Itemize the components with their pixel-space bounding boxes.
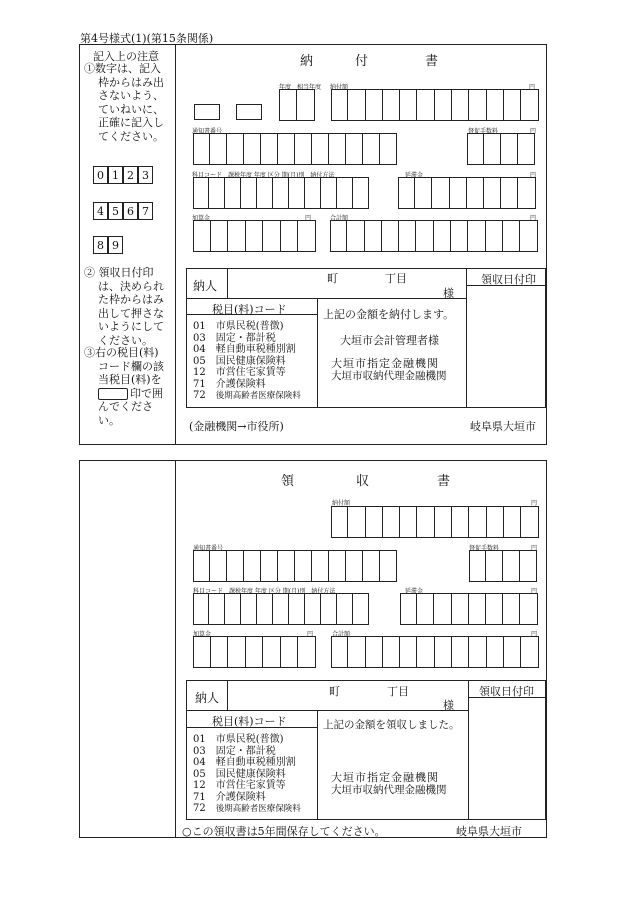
code-boxes[interactable] [193,177,369,209]
yen-label: 円 [529,84,536,91]
delinquency-label: 延滞金 [405,588,424,595]
overdue-fee-boxes[interactable] [469,550,537,582]
notice-divider [175,44,176,445]
code-boxes[interactable] [193,593,369,625]
tax-code-item: 72 後期高齢者医療保険料 [193,390,301,401]
penalty-boxes[interactable] [193,220,316,252]
tax-code-item: 71 介護保険料 [193,791,266,803]
notice-title-3: 書 [425,54,439,69]
notice-message: 上記の金額を納付します。 [323,308,455,321]
bank2: 大垣市収納代理金融機関 [331,784,447,796]
treasurer: 大垣市会計管理者様 [340,334,439,347]
penalty-label: 加算金 [192,215,211,222]
notice-title-2: 付 [355,54,369,69]
year-label: 年度 [279,84,292,91]
amount-boxes[interactable] [331,506,539,538]
tax-code-item: 05 国民健康保険料 [193,355,286,367]
town-label: 町 [327,272,338,285]
tax-code-list [193,734,301,816]
chome-label: 丁目 [387,685,409,698]
yen-label: 円 [305,215,312,222]
tax-code-item: 72 後期高齢者医療保険料 [193,803,301,814]
code-header: 税目(料)コード [212,303,287,316]
receipt-stamp-label: 領収日付印 [479,685,534,698]
tax-code-item: 01 市県民税(普徴) [193,321,284,332]
delinquency-boxes[interactable] [400,593,538,625]
digit-box: 6 [123,202,138,220]
small-box[interactable] [194,104,220,120]
sama-label: 様 [443,699,454,712]
digit-box: 9 [108,236,123,254]
receipt-stamp-label: 領収日付印 [481,273,536,286]
payer-label: 納人 [193,279,218,293]
code-row-label: 科目コード 課税年度 年度 区分 期(月)別 納付方法 [193,588,336,595]
bank1: 大垣市指定金融機関 [331,771,439,784]
tax-code-item: 05 国民健康保険料 [193,768,286,780]
bank1: 大垣市指定金融機関 [331,357,439,370]
penalty-label: 加算金 [193,631,212,638]
yen-label: 円 [531,500,538,507]
yen-label: 円 [531,545,538,552]
receipt-title-3: 書 [437,474,451,489]
route-label: (金融機関→市役所) [189,420,284,433]
penalty-boxes[interactable] [193,636,316,668]
overdue-fee-label: 督促手数料 [468,128,499,135]
form-label: 第4号様式(1)(第15条関係) [80,32,214,45]
tax-code-item: 03 固定・都計税 [193,745,276,757]
notice-no-label: 通知書番号 [192,128,223,135]
receipt-title-1: 領 [281,474,295,489]
tax-code-item: 71 介護保険料 [193,378,266,390]
tax-code-item: 12 市営住宅家賃等 [193,780,286,791]
note3: ③右の税目(料) コード欄の該 当税目(料)を 印で囲 んでくださ い。 [84,346,164,427]
code-header: 税目(料)コード [212,715,287,728]
digit-box: 7 [138,202,153,220]
retention-note: ○この領収書は5年間保存してください。 [182,825,386,838]
yen-label: 円 [530,128,537,135]
digit-box: 1 [108,166,123,184]
tax-code-item: 01 市県民税(普徴) [193,734,284,745]
small-box[interactable] [236,104,262,120]
code-row-label: 科目コード 課税年度 年度 区分 期(月)別 納付方法 [192,172,335,179]
notice-no-boxes[interactable] [193,133,397,165]
overdue-fee-boxes[interactable] [467,133,535,165]
notes-heading: 記入上の注意 [93,50,159,63]
town-label: 町 [329,685,340,698]
total-boxes[interactable] [330,220,538,252]
receipt-divider [175,460,176,838]
tax-code-item: 04 軽自動車税種別割 [193,344,296,355]
note1: ①数字は、記入 枠からはみ出 さないよう、 ていねいに、 正確に記入し てください。 [84,62,164,143]
tax-code-item: 12 市営住宅家賃等 [193,367,286,378]
city-label: 岐阜県大垣市 [470,420,536,433]
notice-title-1: 納 [300,54,314,69]
notice-no-boxes[interactable] [193,550,397,582]
chome-label: 丁目 [385,272,407,285]
yen-label: 円 [531,588,538,595]
payer-label: 納人 [195,691,220,705]
digit-box: 8 [93,236,108,254]
note2: ② 領収日付印 は、決められ た枠からはみ 出して押さな いようにして ください。 [84,266,164,347]
amount-boxes[interactable] [331,89,539,121]
receipt-title-2: 収 [356,474,370,489]
tax-code-item: 04 軽自動車税種別割 [193,757,296,768]
digit-box: 4 [93,202,108,220]
digit-box: 3 [138,166,153,184]
year-boxes[interactable] [279,89,315,121]
notice-no-label: 通知書番号 [193,545,224,552]
receipt-message: 上記の金額を領収しました。 [323,719,460,731]
bank2: 大垣市収納代理金融機関 [331,370,447,382]
yen-label: 円 [307,631,314,638]
yen-label: 円 [530,172,537,179]
fy-label: 相当年度 [297,84,322,91]
amount-label: 納付額 [332,500,351,507]
tax-code-item: 03 固定・都計税 [193,332,276,344]
tax-code-list [193,321,301,403]
digit-box: 5 [108,202,123,220]
digit-box: 2 [123,166,138,184]
total-label: 合計額 [330,215,349,222]
delinquency-boxes[interactable] [398,177,536,209]
delinquency-label: 延滞金 [405,172,424,179]
total-label: 合計額 [332,631,351,638]
city-label: 岐阜県大垣市 [456,825,522,838]
total-boxes[interactable] [331,636,539,668]
yen-label: 円 [530,215,537,222]
digit-box: 0 [93,166,108,184]
overdue-fee-label: 督促手数料 [469,545,500,552]
sama-label: 様 [443,287,454,300]
yen-label: 円 [531,631,538,638]
amount-label: 納付額 [330,84,349,91]
circle-sample-icon [98,388,128,400]
